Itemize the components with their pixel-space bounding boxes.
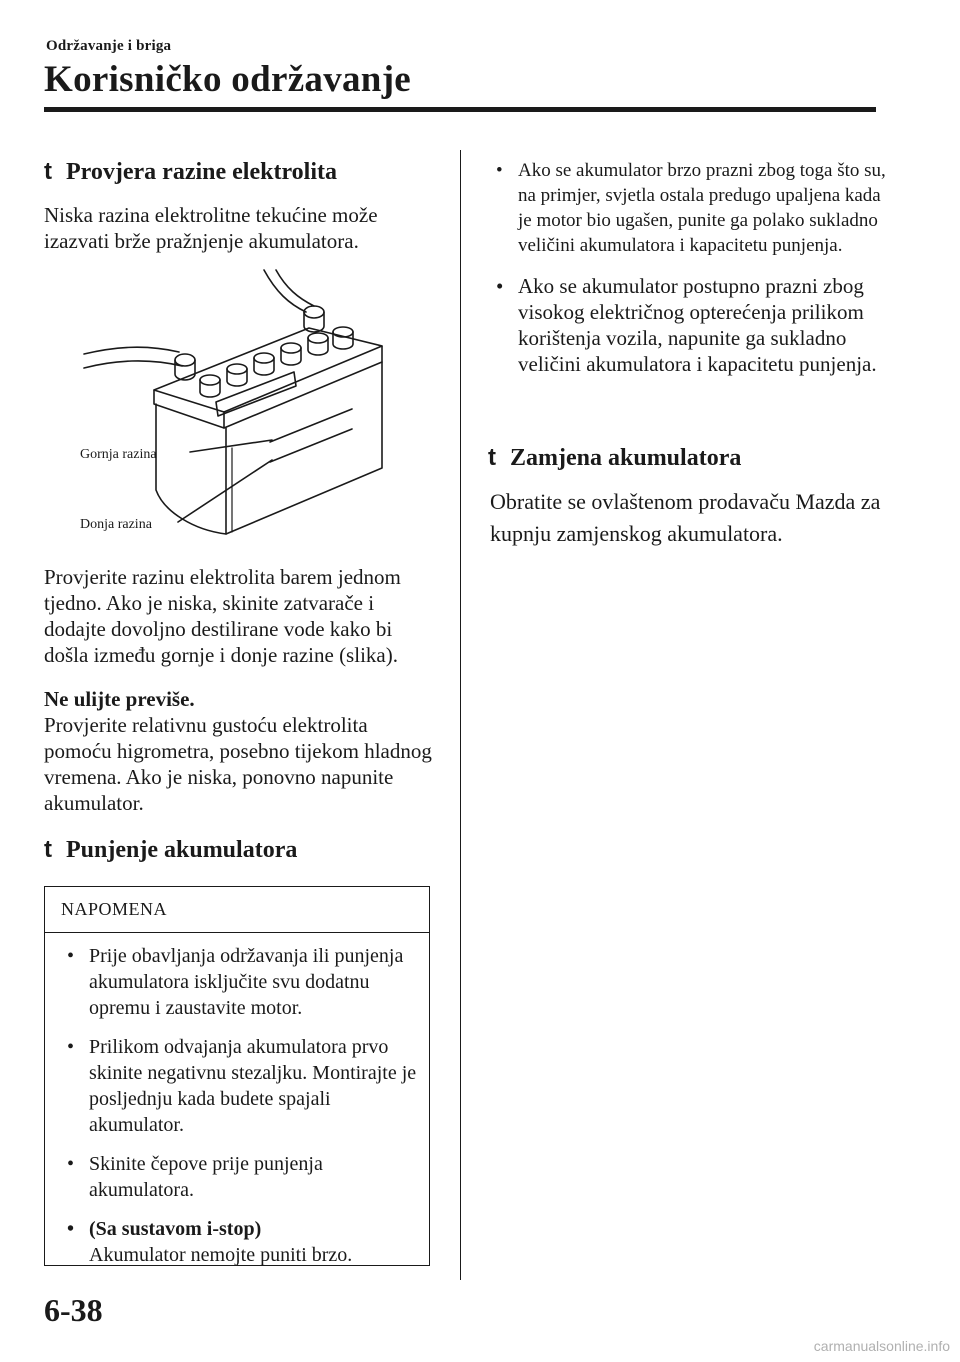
- battery-lid-top: [154, 328, 382, 412]
- warning-bold: Ne ulijte previše.: [44, 687, 195, 711]
- electrolyte-intro: Niska razina elektrolitne tekućine može izazvati brže pražnjenje akumulatora.: [44, 203, 378, 253]
- bullet-icon: •: [496, 274, 504, 298]
- list-item: • Prije obavljanja održavanja ili punjenja akumulatora isključite svu dodatnu opremu i zaustavite motor.: [67, 945, 404, 1019]
- lower-level-leader: [178, 460, 272, 522]
- upper-level-leader: [190, 440, 272, 452]
- label-upper-level: Gornja razina: [80, 447, 157, 462]
- negative-cable-lower: [84, 361, 182, 368]
- bullet-icon: •: [67, 1036, 75, 1058]
- positive-cable: [264, 270, 306, 312]
- heading-electrolyte-text: Provjera razine elektrolita: [66, 159, 338, 185]
- replacement-body: Obratite se ovlaštenom prodavaču Mazda za kupnju zamjenskog akumulatora.: [490, 489, 881, 546]
- watermark: carmanualsonline.info: [813, 1338, 950, 1354]
- section-marker-icon: t: [44, 836, 52, 863]
- heading-replacement-text: Zamjena akumulatora: [510, 445, 742, 471]
- section-marker-icon: t: [488, 444, 496, 471]
- heading-charging: [44, 836, 297, 864]
- heading-charging-text: Punjenje akumulatora: [66, 837, 298, 863]
- note-list: [61, 943, 417, 1281]
- battery-lid-side: [224, 346, 382, 428]
- battery-label-plate: [216, 372, 296, 416]
- bullet-icon: •: [67, 945, 75, 967]
- battery-illustration: [44, 262, 444, 542]
- battery-drawing: [44, 262, 444, 542]
- lower-level-line: [270, 429, 352, 462]
- negative-terminal: [175, 354, 195, 366]
- list-item: [61, 1216, 417, 1268]
- bullet-icon: •: [496, 160, 503, 181]
- label-lower-level: Donja razina: [80, 517, 152, 532]
- warning-text: Provjerite relativnu gustoću elektrolita pomoću higrometra, posebno tijekom hladnog vremena. Ako je niska, ponovno napunite akumulator.: [44, 713, 432, 815]
- page-number: 6-38: [44, 1292, 103, 1328]
- list-item: • Skinite čepove prije punjenja akumulatora.: [67, 1153, 323, 1201]
- electrolyte-warning: [44, 686, 440, 816]
- note-header: [45, 887, 429, 933]
- battery-front: [156, 404, 226, 534]
- title-rule: [44, 107, 876, 112]
- page-title: Korisničko održavanje: [44, 59, 412, 100]
- column-divider: [460, 150, 461, 1280]
- electrolyte-body: Provjerite razinu elektrolita barem jednom tjedno. Ako je niska, skinite zatvarače i dodajte dovoljno destilirane vode kako bi došla između gornje i donje razine (slika).: [44, 565, 401, 667]
- istop-bold: (Sa sustavom i-stop): [89, 1218, 262, 1240]
- section-label: Održavanje i briga: [46, 38, 172, 54]
- section-marker-icon: t: [44, 158, 52, 185]
- list-item: • Prilikom odvajanja akumulatora prvo skinite negativnu stezaljku. Montirajte je posljednju kada budete spajali akumulator.: [67, 1036, 417, 1136]
- positive-cable-lower: [276, 270, 314, 306]
- list-item: • Ako se akumulator brzo prazni zbog toga što su, na primjer, svjetla ostala predugo upaljena kada je motor bio ugašen, punite ga polako sukladno veličini akumulatora i kapacitetu punjenja.: [496, 160, 886, 256]
- charging-list: [490, 158, 890, 392]
- bullet-icon: •: [67, 1218, 75, 1240]
- heading-replacement: [488, 444, 741, 472]
- positive-terminal: [304, 306, 324, 318]
- note-title: NAPOMENA: [61, 899, 168, 919]
- list-item: • Ako se akumulator postupno prazni zbog visokog električnog opterećenja prilikom korištenja vozila, napunite ga sukladno veličini akumulatora i kapacitetu punjenja.: [496, 274, 877, 376]
- heading-electrolyte: [44, 158, 337, 186]
- negative-cable: [84, 347, 179, 354]
- bullet-icon: •: [67, 1153, 75, 1175]
- istop-text: Akumulator nemojte puniti brzo.: [89, 1244, 353, 1266]
- upper-level-line: [270, 409, 352, 442]
- note-box: [44, 886, 430, 1266]
